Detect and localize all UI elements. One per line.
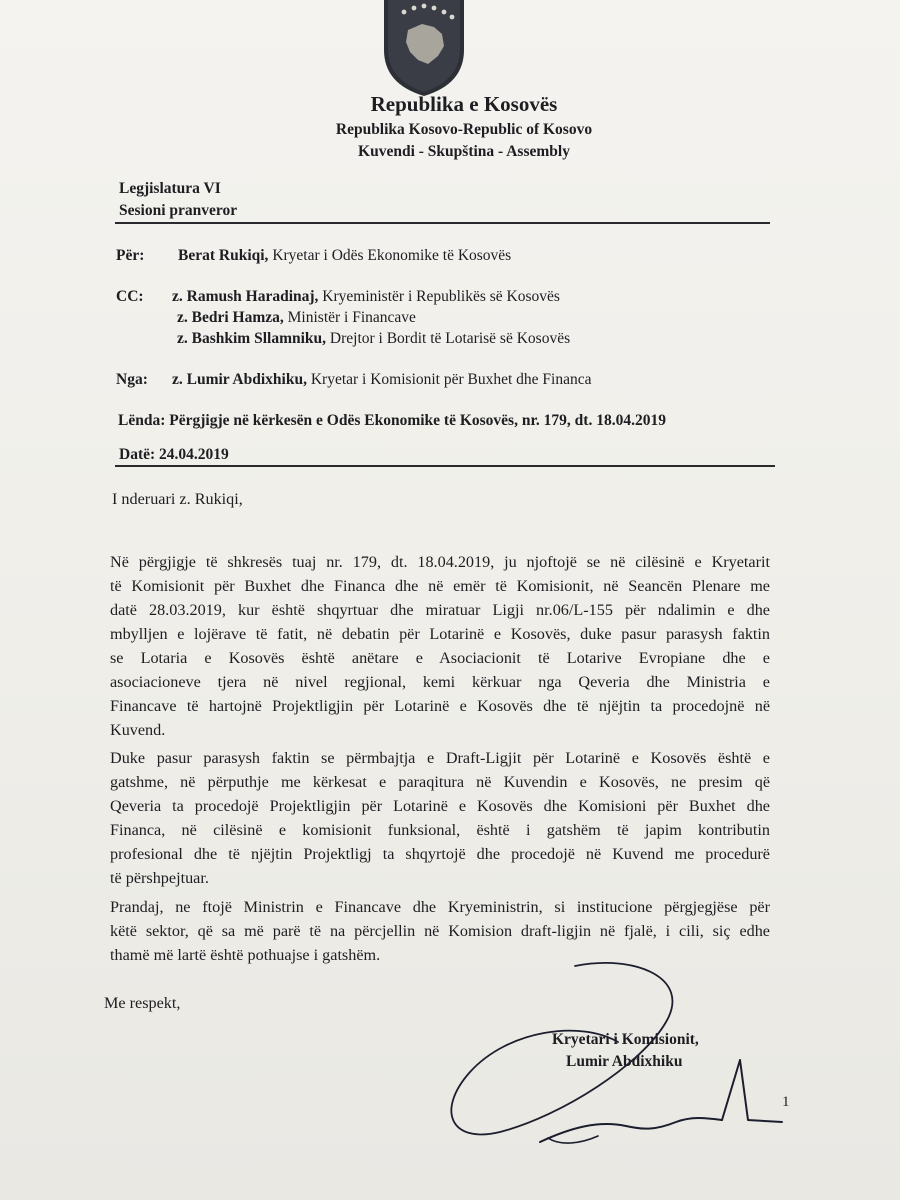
kosovo-coat-of-arms-icon (378, 0, 470, 96)
header-title: Republika e Kosovës (370, 92, 558, 116)
paragraph-line: Financa, në cilësinë e komisionit funksional, është i gatshëm të japim kontributin (110, 821, 770, 839)
subject-line (118, 412, 666, 430)
cc-entry (177, 330, 570, 348)
paragraph-line: Kuvend. (110, 721, 166, 739)
to-name: Berat Rukiqi, (178, 247, 269, 264)
signatory-title: Kryetari i Komisionit, (552, 1031, 699, 1048)
page-number: 1 (782, 1094, 790, 1110)
paragraph-line: Financave të hartojnë Projektligjin për Lotarinë e Kosovës dhe të njëjtin ta procedojnë në (110, 697, 770, 715)
body-paragraph-3 (110, 895, 770, 967)
paragraph-line: se Lotaria e Kosovës është anëtare e Asociacionit të Lotarive Evropiane dhe e (110, 649, 770, 667)
from-sender (172, 371, 592, 389)
cc-name: z. Ramush Haradinaj, (172, 288, 319, 305)
from-role: Kryetar i Komisionit për Buxhet dhe Financa (306, 371, 592, 388)
cc-name: z. Bedri Hamza, (177, 309, 284, 326)
paragraph-line: thamë më lartë është pothuajse i gatshëm. (110, 946, 381, 964)
from-name: z. Lumir Abdixhiku, (172, 371, 307, 388)
closing: Me respekt, (104, 994, 181, 1012)
cc-role: Drejtor i Bordit të Lotarisë së Kosovës (326, 330, 571, 347)
handwritten-signature-icon (430, 960, 800, 1160)
paragraph-line: mbylljen e lojërave të fatit, në debatin për Lotarinë e Kosovës, duke pasur parasysh faktin (110, 625, 770, 643)
paragraph-line: këtë sektor, që sa më parë të na përcjellin në Komision draft-ligjin në fjalë, i cili, siç edhe (110, 922, 770, 940)
body-paragraph-2 (110, 746, 770, 890)
paragraph-line: datë 28.03.2019, kur është shqyrtuar dhe miratuar Ligji nr.06/L-155 për ndalimin e dhe (110, 601, 770, 619)
salutation: I nderuari z. Rukiqi, (112, 490, 243, 508)
paragraph-line: gatshme, në përputhje me kërkesat e paraqitura në Kuvendin e Kosovës, ne presim që (110, 773, 770, 791)
cc-label: CC: (116, 288, 144, 305)
signatory-name: Lumir Abdixhiku (566, 1053, 683, 1070)
paragraph-line: Qeveria ta procedojë Projektligjin për Lotarinë e Kosovës dhe Komisioni për Buxhet dhe (110, 797, 770, 815)
date-line: Datë: 24.04.2019 (119, 446, 229, 463)
legislature-label: Legjislatura VI (119, 180, 221, 197)
to-label: Për: (116, 247, 145, 264)
cc-entry (177, 309, 416, 327)
cc-role: Ministër i Financave (283, 309, 416, 326)
body-paragraph-1 (110, 550, 770, 742)
paragraph-line: të Komisionit për Buxhet dhe Financa dhe në emër të Komisionit, në Seancën Plenare me (110, 577, 770, 595)
paragraph-line: Duke pasur parasysh faktin se përmbajtja e Draft-Ligjit për Lotarinë e Kosovës është e (110, 749, 770, 767)
to-role: Kryetar i Odës Ekonomike të Kosovës (268, 247, 512, 264)
subject-label: Lënda: (118, 412, 166, 429)
divider-top (115, 222, 770, 224)
cc-entry (172, 288, 560, 306)
session-label: Sesioni pranveror (119, 202, 238, 219)
cc-name: z. Bashkim Sllamniku, (177, 330, 327, 347)
paragraph-line: Prandaj, ne ftojë Ministrin e Financave dhe Kryeministrin, si institucione përgjegjëse për (110, 898, 770, 916)
paragraph-line: profesional dhe të njëjtin Projektligj ta shqyrtojë dhe procedojë në Kuvend me procedurë (110, 845, 770, 863)
subject-text: Përgjigje në kërkesën e Odës Ekonomike të Kosovës, nr. 179, dt. 18.04.2019 (165, 412, 666, 429)
paragraph-line: Në përgjigje të shkresës tuaj nr. 179, dt. 18.04.2019, ju njoftojë se në cilësinë e Kryetarit (110, 553, 770, 571)
header-assembly: Kuvendi - Skupština - Assembly (358, 143, 570, 160)
cc-role: Kryeministër i Republikës së Kosovës (318, 288, 560, 305)
paragraph-line: asociacioneve tjera në nivel regjional, kemi kërkuar nga Qeveria dhe Ministria e (110, 673, 770, 691)
divider-bottom (115, 465, 775, 467)
paragraph-line: të përshpejtuar. (110, 869, 209, 887)
header-subtitle: Republika Kosovo-Republic of Kosovo (335, 121, 593, 138)
to-recipient (178, 247, 511, 265)
from-label: Nga: (116, 371, 148, 388)
